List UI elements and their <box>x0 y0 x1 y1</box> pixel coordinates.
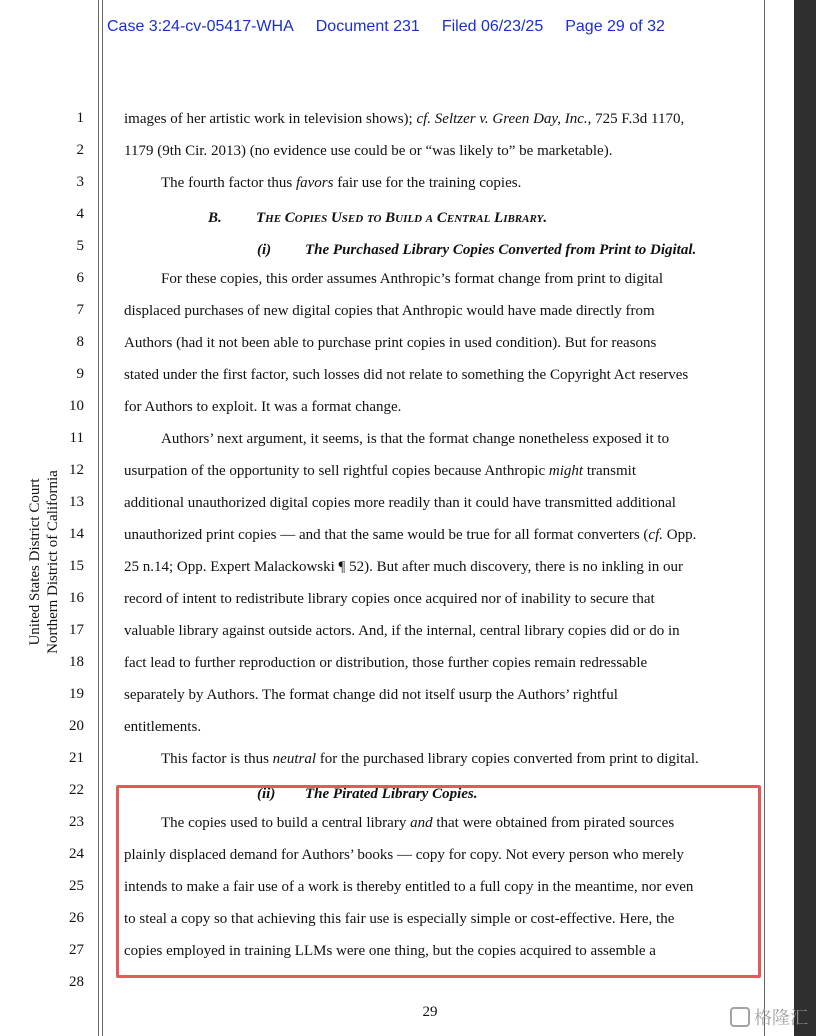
document-number: Document 231 <box>315 18 420 35</box>
subsection-label: (ii) <box>257 786 276 802</box>
body-line-19: separately by Authors. The format change did not itself usurp the Authors’ rightful <box>124 687 618 703</box>
subsection-heading-ii <box>257 785 727 803</box>
body-line-25: intends to make a fair use of a work is thereby entitled to a full copy in the meantime, nor even <box>124 879 694 895</box>
body-line-26: to steal a copy so that achieving this fair use is especially simple or cost-effective. Here, the <box>124 911 675 927</box>
case-number: Case 3:24-cv-05417-WHA <box>107 18 294 35</box>
body-line-27: copies employed in training LLMs were one thing, but the copies acquired to assemble a <box>124 943 656 959</box>
filed-date: Filed 06/23/25 <box>441 18 544 35</box>
subsection-heading-i <box>257 241 727 259</box>
line-number: 12 <box>69 462 84 478</box>
line-number: 4 <box>76 206 84 222</box>
line-number: 8 <box>76 334 84 350</box>
right-margin-rule <box>764 0 765 1036</box>
filing-header <box>107 17 665 37</box>
body-line-20: entitlements. <box>124 719 202 735</box>
section-heading-b <box>208 209 728 227</box>
body-line-6: For these copies, this order assumes Anthropic’s format change from print to digital <box>161 271 663 287</box>
court-name: United States District Court <box>27 478 43 646</box>
body-line-24: plainly displaced demand for Authors’ books — copy for copy. Not every person who merely <box>124 847 684 863</box>
section-label: B. <box>208 210 222 226</box>
watermark-logo-icon <box>730 1007 750 1027</box>
body-line-9: stated under the first factor, such losses did not relate to something the Copyright Act reserves <box>124 367 689 383</box>
line-number: 24 <box>69 846 84 862</box>
body-line-13: additional unauthorized digital copies more readily than it could have transmitted additional <box>124 495 676 511</box>
body-line-17: valuable library against outside actors. And, if the internal, central library copies did or do in <box>124 623 680 639</box>
body-line-8: Authors (had it not been able to purchase print copies in used condition). But for reasons <box>124 335 657 351</box>
line-number: 9 <box>76 366 84 382</box>
line-number: 11 <box>69 430 84 446</box>
body-line-11: Authors’ next argument, it seems, is that the format change nonetheless exposed it to <box>161 431 670 447</box>
line-number: 5 <box>76 238 84 254</box>
body-line-18: fact lead to further reproduction or distribution, those further copies remain redressable <box>124 655 648 671</box>
line-number: 1 <box>76 110 84 126</box>
line-number: 22 <box>69 782 84 798</box>
line-number: 19 <box>69 686 84 702</box>
line-number: 28 <box>69 974 84 990</box>
body-line-1: images of her artistic work in television shows); cf. Seltzer v. Green Day, Inc., 725 F.3d 1170, <box>124 111 685 127</box>
line-number: 2 <box>76 142 84 158</box>
subsection-label: (i) <box>257 242 272 258</box>
subsection-title: The Purchased Library Copies Converted from Print to Digital. <box>305 242 697 258</box>
line-number: 15 <box>69 558 84 574</box>
line-number: 16 <box>69 590 84 606</box>
body-line-14: unauthorized print copies — and that the same would be true for all format converters (cf. Opp. <box>124 527 697 543</box>
watermark <box>730 1004 808 1030</box>
body-line-16: record of intent to redistribute library copies once acquired nor of inability to secure that <box>124 591 655 607</box>
line-number: 20 <box>69 718 84 734</box>
subsection-title: The Pirated Library Copies. <box>305 786 478 802</box>
line-number: 7 <box>76 302 84 318</box>
body-line-7: displaced purchases of new digital copies that Anthropic would have made directly from <box>124 303 655 319</box>
line-number: 21 <box>69 750 84 766</box>
line-number: 18 <box>69 654 84 670</box>
line-number: 14 <box>69 526 84 542</box>
body-line-10: for Authors to exploit. It was a format change. <box>124 399 402 415</box>
left-margin-rule-outer <box>98 0 99 1036</box>
watermark-text: 格隆汇 <box>754 1008 808 1029</box>
line-number: 13 <box>69 494 84 510</box>
district-name: Northern District of California <box>45 470 61 654</box>
page-indicator: Page 29 of 32 <box>565 18 665 35</box>
body-line-21: This factor is thus neutral for the purchased library copies converted from print to digital. <box>161 751 699 767</box>
section-title: The Copies Used to Build a Central Library. <box>256 210 548 226</box>
line-number: 27 <box>69 942 84 958</box>
line-number: 23 <box>69 814 84 830</box>
line-number: 6 <box>76 270 84 286</box>
body-line-3: The fourth factor thus favors fair use for the training copies. <box>161 175 522 191</box>
body-line-23: The copies used to build a central library and that were obtained from pirated sources <box>161 815 675 831</box>
body-line-2: 1179 (9th Cir. 2013) (no evidence use could be or “was likely to” be marketable). <box>124 143 613 159</box>
left-margin-rule-inner <box>102 0 103 1036</box>
line-number: 10 <box>69 398 84 414</box>
body-line-15: 25 n.14; Opp. Expert Malackowski ¶ 52). But after much discovery, there is no inkling in our <box>124 559 684 575</box>
body-line-12: usurpation of the opportunity to sell rightful copies because Anthropic might transmit <box>124 463 637 479</box>
viewer-dark-edge <box>794 0 816 1036</box>
court-side-label <box>4 470 64 674</box>
line-number: 3 <box>76 174 84 190</box>
line-number: 26 <box>69 910 84 926</box>
line-number: 25 <box>69 878 84 894</box>
page-number: 29 <box>422 1004 438 1020</box>
line-number: 17 <box>69 622 84 638</box>
